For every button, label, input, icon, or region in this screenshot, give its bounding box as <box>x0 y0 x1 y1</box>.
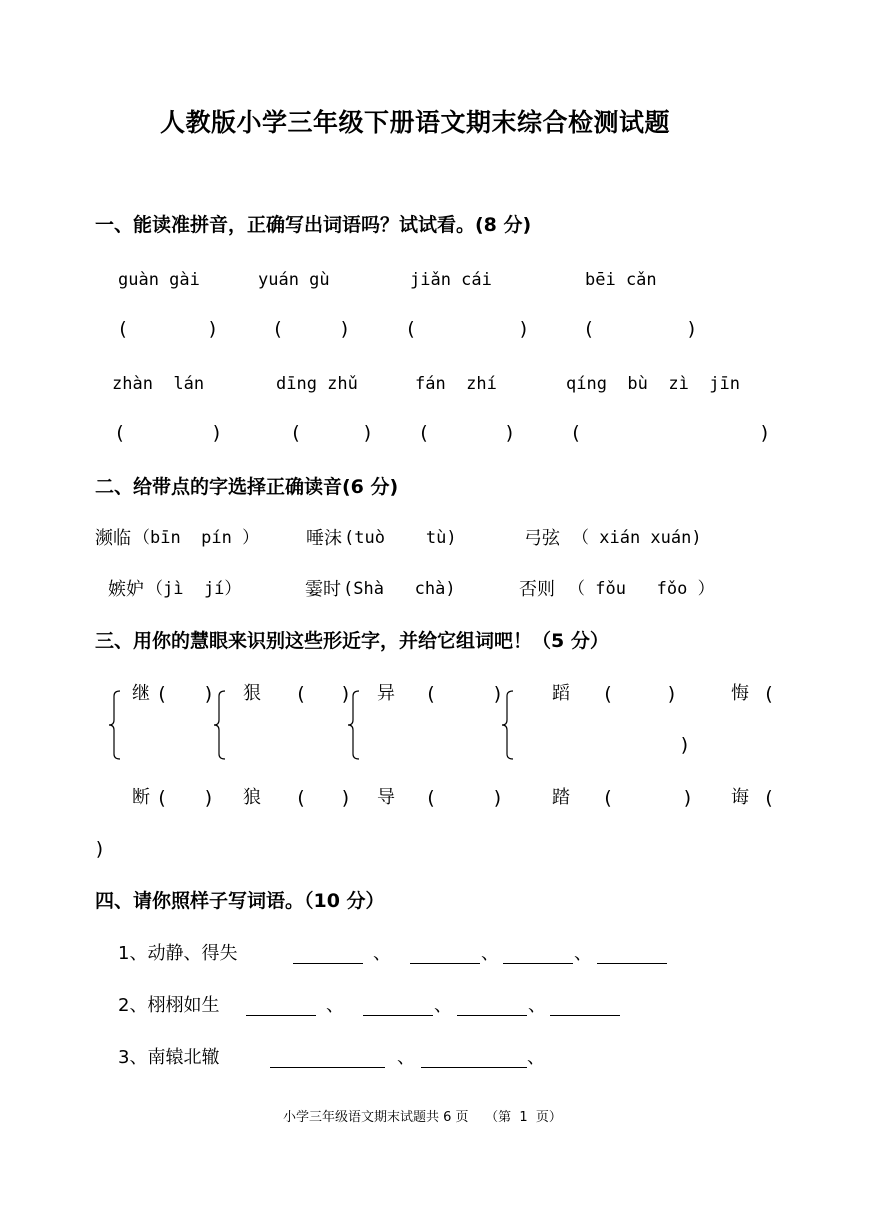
answer-blank[interactable] <box>437 683 489 707</box>
reading-word: 弓弦 <box>524 528 560 549</box>
answer-open-paren: ( <box>418 422 430 444</box>
answer-blank[interactable] <box>130 318 205 342</box>
answer-blank[interactable] <box>307 683 339 707</box>
answer-blank[interactable] <box>596 318 681 342</box>
similar-char: 异 <box>377 683 395 704</box>
similar-char: 继 <box>132 683 150 704</box>
reading-word: 濒临 <box>95 528 131 549</box>
answer-blank[interactable] <box>614 683 664 707</box>
pinyin-item: jiǎn cái <box>410 270 492 290</box>
answer-open-paren: ( <box>295 787 307 809</box>
answer-close-paren: ) <box>759 422 771 444</box>
answer-open-paren: ( <box>290 422 302 444</box>
section-2-heading: 二、给带点的字选择正确读音(6 分) <box>95 476 399 498</box>
answer-line[interactable] <box>457 1015 527 1016</box>
reading-word: 嫉妒 <box>108 579 144 600</box>
reading-options[interactable]: （ xián xuán) <box>572 528 702 548</box>
answer-open-paren: ( <box>425 787 437 809</box>
answer-close-paren: ) <box>504 422 516 444</box>
answer-line[interactable] <box>410 963 480 964</box>
similar-char: 诲 <box>731 787 749 808</box>
pinyin-item: qíng bù zì jīn <box>566 374 740 394</box>
answer-line[interactable] <box>363 1015 433 1016</box>
section-1-heading: 一、能读准拼音，正确写出词语吗？试试看。(8 分) <box>95 214 532 236</box>
pinyin-item: yuán gù <box>258 270 330 290</box>
answer-blank[interactable] <box>127 422 207 446</box>
answer-line[interactable] <box>246 1015 316 1016</box>
reading-word: 唾沫 <box>306 528 342 549</box>
separator: 、 <box>574 943 592 964</box>
answer-blank[interactable] <box>437 787 489 811</box>
similar-char: 导 <box>377 787 395 808</box>
answer-blank[interactable] <box>583 422 753 446</box>
reading-word: 否则 <box>519 579 555 600</box>
answer-open-paren: ( <box>602 787 614 809</box>
reading-word: 霎时 <box>305 579 341 600</box>
page-footer: 小学三年级语文期末试题共 6 页 （第 1 页） <box>283 1110 562 1125</box>
similar-char: 踏 <box>552 787 570 808</box>
separator: 、 <box>373 943 391 964</box>
answer-blank[interactable] <box>168 787 200 811</box>
answer-close-paren: ) <box>492 787 504 809</box>
answer-open-paren: ( <box>156 787 168 809</box>
answer-open-paren: ( <box>156 683 168 705</box>
similar-char: 狠 <box>243 683 261 704</box>
answer-close-paren: ) <box>339 318 351 340</box>
reading-options[interactable]: （ fǒu fǒo ） <box>568 579 715 599</box>
pinyin-item: guàn gài <box>118 270 200 290</box>
answer-close-paren: ) <box>682 787 694 809</box>
pinyin-item: dīng zhǔ <box>276 374 358 394</box>
reading-options[interactable]: (tuò tù) <box>344 528 457 548</box>
word-pattern-label: 3、南辕北辙 <box>118 1047 220 1068</box>
separator: 、 <box>528 995 546 1016</box>
answer-line[interactable] <box>597 963 667 964</box>
answer-open-paren: ( <box>117 318 129 340</box>
reading-options[interactable]: （jì jí） <box>146 579 242 599</box>
reading-options[interactable]: (Shà chà) <box>343 579 456 599</box>
answer-blank[interactable] <box>614 787 679 811</box>
answer-close-paren: ) <box>666 683 678 705</box>
answer-blank[interactable] <box>285 318 337 342</box>
pinyin-item: fán zhí <box>415 374 497 394</box>
answer-close-paren: ) <box>679 734 691 756</box>
word-pattern-label: 1、动静、得失 <box>118 943 238 964</box>
section-4-heading: 四、请你照样子写词语。（10 分） <box>95 890 385 912</box>
answer-line[interactable] <box>270 1067 385 1068</box>
separator: 、 <box>434 995 452 1016</box>
section-3-heading: 三、用你的慧眼来识别这些形近字，并给它组词吧！（5 分） <box>95 630 609 652</box>
curly-brace-icon <box>108 690 118 760</box>
pinyin-item: bēi cǎn <box>585 270 657 290</box>
answer-close-paren: ) <box>340 683 352 705</box>
answer-line[interactable] <box>421 1067 527 1068</box>
answer-open-paren: ( <box>602 683 614 705</box>
answer-close-paren: ) <box>211 422 223 444</box>
answer-open-paren: ( <box>425 683 437 705</box>
answer-blank[interactable] <box>168 683 200 707</box>
document-title: 人教版小学三年级下册语文期末综合检测试题 <box>160 108 671 137</box>
answer-open-paren: ( <box>583 318 595 340</box>
answer-close-paren: ) <box>492 683 504 705</box>
answer-open-paren: ( <box>405 318 417 340</box>
reading-options[interactable]: （bīn pín ） <box>133 528 260 548</box>
answer-open-paren: ( <box>295 683 307 705</box>
similar-char: 狼 <box>243 787 261 808</box>
answer-open-paren: ( <box>114 422 126 444</box>
answer-close-paren: ) <box>203 683 215 705</box>
answer-blank[interactable] <box>307 787 339 811</box>
answer-blank[interactable] <box>431 422 501 446</box>
answer-open-paren: ( <box>763 787 775 809</box>
separator: 、 <box>397 1047 415 1068</box>
answer-open-paren: ( <box>272 318 284 340</box>
answer-open-paren: ( <box>570 422 582 444</box>
answer-close-paren: ) <box>94 838 106 860</box>
answer-line[interactable] <box>503 963 573 964</box>
answer-close-paren: ) <box>203 787 215 809</box>
answer-close-paren: ) <box>518 318 530 340</box>
separator: 、 <box>326 995 344 1016</box>
similar-char: 蹈 <box>552 683 570 704</box>
separator: 、 <box>481 943 499 964</box>
answer-close-paren: ) <box>340 787 352 809</box>
answer-blank[interactable] <box>303 422 358 446</box>
answer-close-paren: ) <box>686 318 698 340</box>
answer-line[interactable] <box>293 963 363 964</box>
answer-open-paren: ( <box>763 683 775 705</box>
curly-brace-icon <box>213 690 223 760</box>
answer-close-paren: ) <box>207 318 219 340</box>
word-pattern-label: 2、栩栩如生 <box>118 995 220 1016</box>
answer-line[interactable] <box>550 1015 620 1016</box>
separator: 、 <box>527 1047 545 1068</box>
answer-blank[interactable] <box>418 318 513 342</box>
answer-close-paren: ) <box>362 422 374 444</box>
pinyin-item: zhàn lán <box>112 374 205 394</box>
similar-char: 断 <box>132 787 150 808</box>
similar-char: 悔 <box>731 683 749 704</box>
